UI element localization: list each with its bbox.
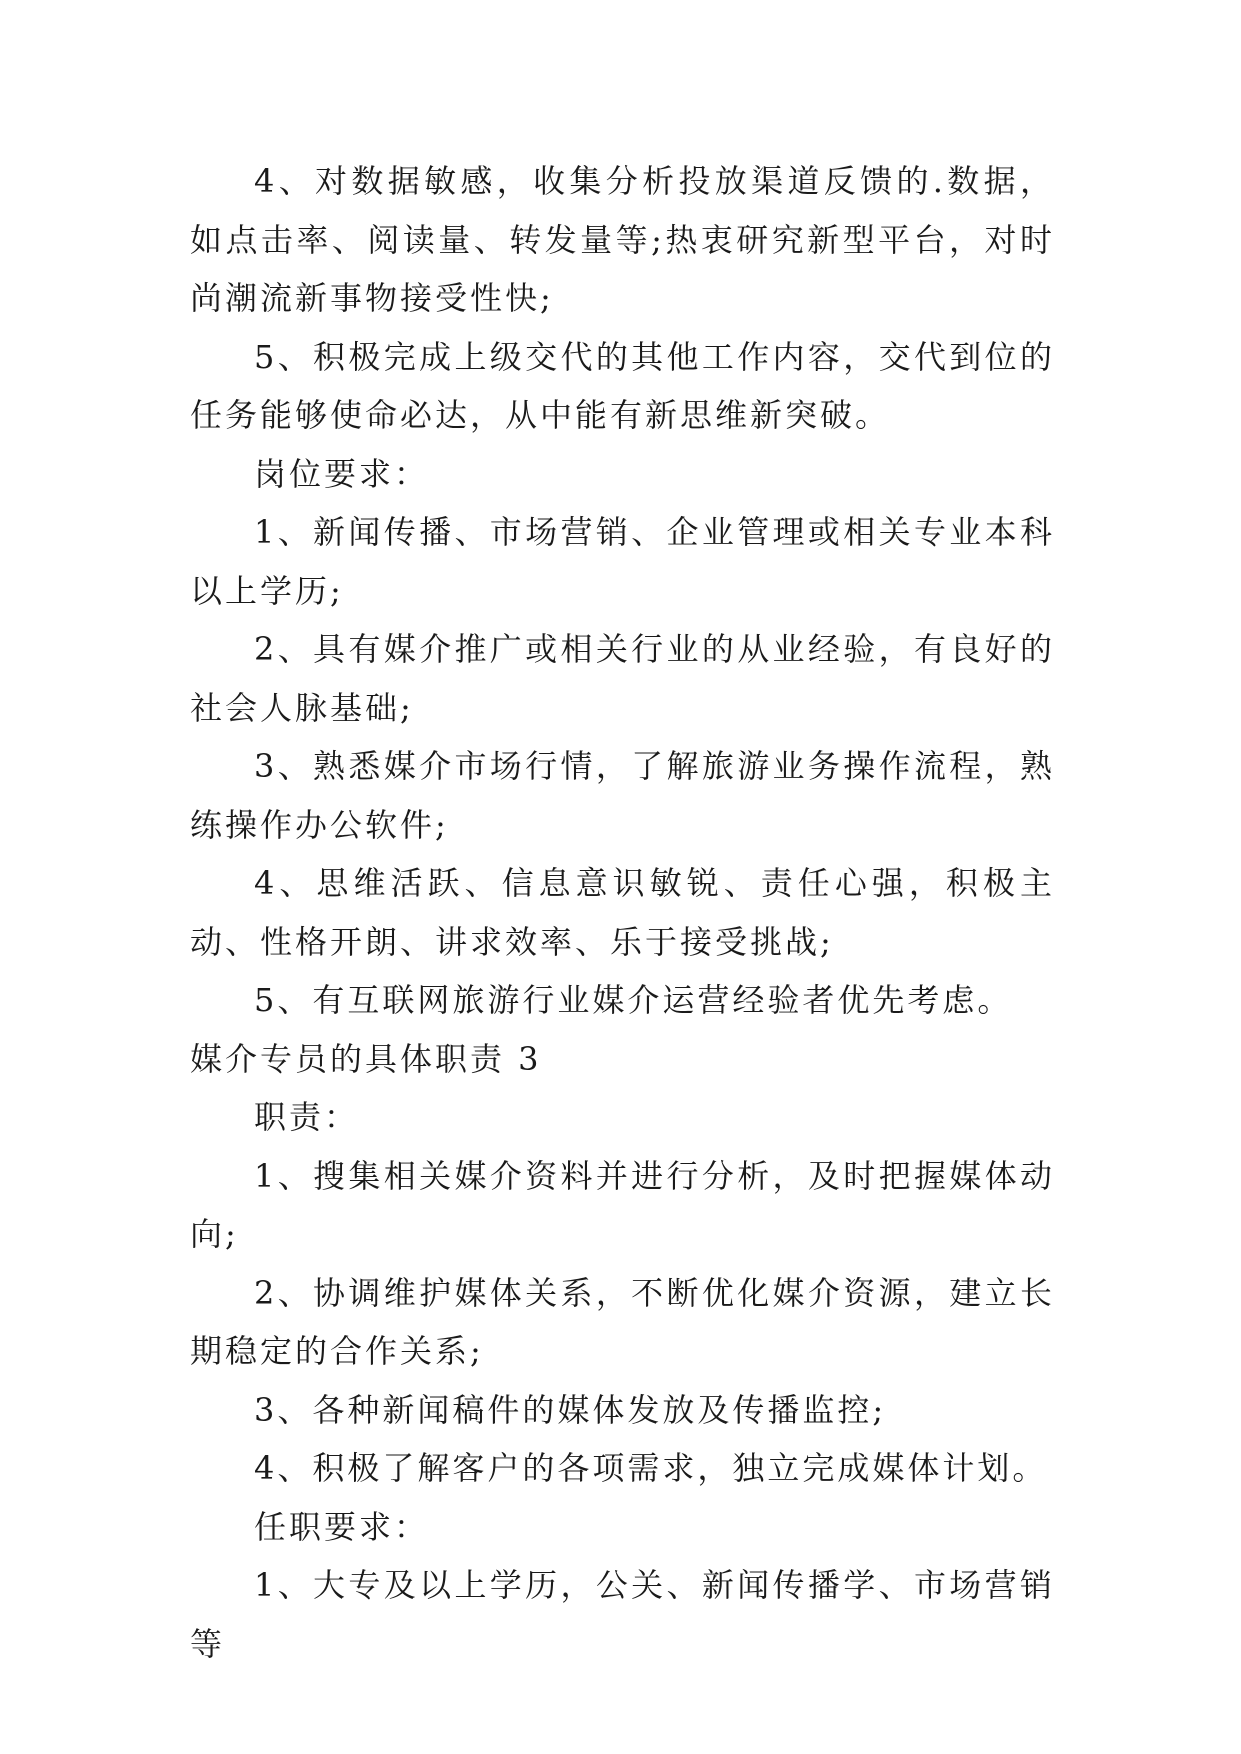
section-label-qualifications: 任职要求： (254, 1507, 430, 1546)
section-heading-3: 媒介专员的具体职责 3 (190, 1039, 542, 1078)
duty-item-3: 3、各种新闻稿件的媒体发放及传播监控; (254, 1390, 887, 1429)
section-label-duties: 职责： (254, 1098, 360, 1136)
paragraph-item-4-data: 4、对数据敏感，收集分析投放渠道反馈的.数据，如点击率、阅读量、转发量等;热衷研究新型平台，对时尚潮流新事物接受性快; (190, 162, 1055, 317)
duty-item-2: 2、协调维护媒体关系，不断优化媒介资源，建立长期稳定的合作关系; (190, 1273, 1055, 1370)
requirement-item-3: 3、熟悉媒介市场行情，了解旅游业务操作流程，熟练操作办公软件; (190, 747, 1055, 844)
document-body (190, 152, 1055, 1673)
qualification-item-1: 1、大专及以上学历，公关、新闻传播学、市场营销等 (190, 1566, 1055, 1663)
requirement-item-2: 2、具有媒介推广或相关行业的从业经验，有良好的社会人脉基础; (190, 630, 1055, 727)
duty-item-4: 4、积极了解客户的各项需求，独立完成媒体计划。 (254, 1449, 1048, 1487)
requirement-item-5: 5、有互联网旅游行业媒介运营经验者优先考虑。 (254, 981, 1013, 1019)
paragraph-item-5-tasks: 5、积极完成上级交代的其他工作内容，交代到位的任务能够使命必达，从中能有新思维新突破。 (190, 337, 1055, 434)
section-label-requirements: 岗位要求： (254, 454, 430, 493)
requirement-item-4: 4、思维活跃、信息意识敏锐、责任心强，积极主动、性格开朗、讲求效率、乐于接受挑战; (190, 864, 1055, 961)
duty-item-1: 1、搜集相关媒介资料并进行分析，及时把握媒体动向; (190, 1156, 1055, 1253)
requirement-item-1: 1、新闻传播、市场营销、企业管理或相关专业本科以上学历; (190, 513, 1055, 610)
